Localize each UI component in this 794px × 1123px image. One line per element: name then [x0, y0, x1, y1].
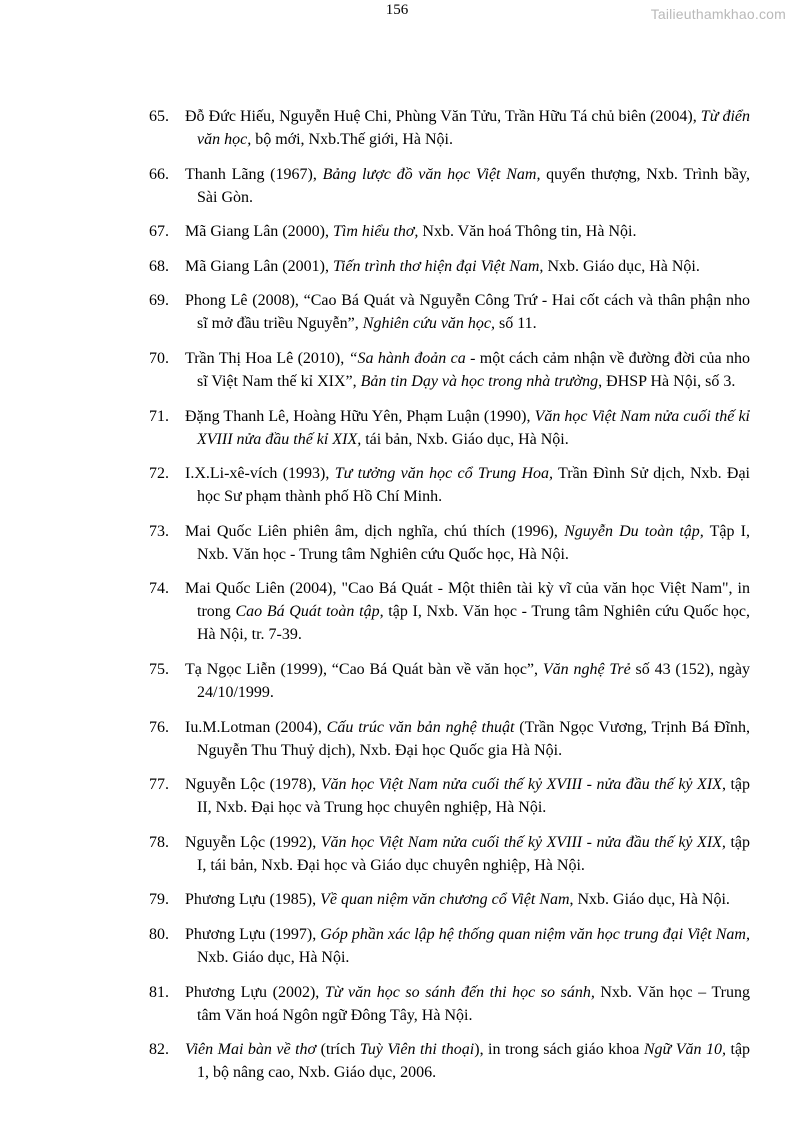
- reference-item: [149, 577, 750, 646]
- reference-item: [149, 405, 751, 451]
- reference-item: [149, 520, 750, 566]
- reference-text: - một cách cảm nhận về đường đời của nho sĩ Việt Nam thế kỉ XIX”,: [197, 349, 750, 390]
- reference-item: [149, 289, 750, 335]
- reference-number: 78.: [149, 833, 169, 851]
- reference-text: Tập I, Nxb. Văn học - Trung tâm Nghiên cứu Quốc học, Hà Nội.: [197, 522, 750, 563]
- reference-text: Đặng Thanh Lê, Hoàng Hữu Yên, Phạm Luận (1990),: [185, 407, 535, 425]
- reference-title-italic: Văn học Việt Nam nửa cuối thế kỷ XVIII - nửa đầu thế kỷ XIX,: [320, 833, 726, 851]
- reference-text: tập I, tái bản, Nxb. Đại học và Giáo dục chuyên nghiệp, Hà Nội.: [197, 833, 751, 874]
- reference-text: Nxb. Giáo dục, Hà Nội.: [197, 948, 350, 966]
- reference-item: [149, 831, 751, 877]
- reference-title-italic: Từ văn học so sánh đến thi học so sánh,: [324, 983, 595, 1001]
- reference-title-italic: Góp phần xác lập hệ thống quan niệm văn học trung đại Việt Nam,: [320, 925, 750, 943]
- reference-text: Nxb. Giáo dục, Hà Nội.: [543, 257, 700, 275]
- reference-text: quyển thượng, Nxb. Trình bầy, Sài Gòn.: [197, 165, 751, 206]
- reference-text: Mai Quốc Liên (2004), "Cao Bá Quát - Một thiên tài kỳ vĩ của văn học Việt Nam", in trong: [185, 580, 750, 621]
- reference-number: 68.: [149, 257, 169, 275]
- reference-text: tái bản, Nxb. Giáo dục, Hà Nội.: [361, 430, 569, 448]
- reference-item: [149, 1038, 751, 1084]
- reference-number: 65.: [149, 108, 169, 125]
- reference-item: [149, 888, 750, 911]
- reference-number: 69.: [149, 292, 169, 310]
- reference-text: I.X.Li-xê-vích (1993),: [185, 465, 335, 483]
- reference-text: số 11.: [495, 315, 537, 333]
- reference-title-italic: Tư tưởng văn học cổ Trung Hoa,: [334, 465, 553, 483]
- reference-item: [149, 773, 751, 819]
- reference-title-italic: Văn nghệ Trẻ: [542, 660, 631, 678]
- reference-number: 72.: [149, 465, 169, 483]
- reference-text: Phong Lê (2008), “Cao Bá Quát và Nguyễn Công Trứ - Hai cốt cách và thân phận nho sĩ mở đầu triều Nguyễn”,: [185, 292, 750, 333]
- reference-number: 67.: [149, 223, 169, 241]
- reference-number: 79.: [149, 891, 169, 909]
- reference-title-italic: Cấu trúc văn bản nghệ thuật: [326, 718, 515, 736]
- reference-title-italic: Nguyễn Du toàn tập,: [564, 522, 704, 540]
- reference-text: (trích: [316, 1041, 360, 1059]
- reference-number: 70.: [149, 349, 169, 367]
- reference-text: , tập II, Nxb. Đại học và Trung học chuyên nghiệp, Hà Nội.: [197, 776, 751, 817]
- reference-item: [149, 105, 751, 151]
- reference-title-italic: Tuỳ Viên thi thoại: [359, 1041, 475, 1059]
- reference-text: Mã Giang Lân (2001),: [185, 257, 333, 275]
- reference-title-italic: Văn học Việt Nam nửa cuối thế kỷ XVIII - nửa đầu thế kỷ XIX: [320, 776, 722, 794]
- page-number: 156: [385, 2, 409, 18]
- reference-item: [149, 255, 750, 278]
- reference-title-italic: Bảng lược đồ văn học Việt Nam,: [322, 165, 541, 183]
- reference-number: 76.: [149, 718, 169, 736]
- reference-text: Nxb. Văn học – Trung tâm Văn hoá Ngôn ngữ Đông Tây, Hà Nội.: [197, 983, 751, 1024]
- reference-text: Mã Giang Lân (2000),: [185, 223, 333, 241]
- reference-text: , Nxb. Giáo dục, Hà Nội.: [569, 891, 730, 909]
- reference-text: Đỗ Đức Hiếu, Nguyễn Huệ Chi, Phùng Văn Tửu, Trần Hữu Tá chủ biên (2004),: [185, 108, 701, 125]
- reference-text: (Trần Ngọc Vương, Trịnh Bá Đĩnh, Nguyễn Thu Thuỷ dịch), Nxb. Đại học Quốc gia Hà Nội.: [197, 718, 750, 759]
- reference-text: Phương Lựu (2002),: [185, 983, 325, 1001]
- reference-number: 77.: [149, 776, 169, 794]
- reference-number: 81.: [149, 983, 169, 1001]
- reference-item: [149, 981, 751, 1027]
- reference-title-italic: Ngữ Văn 10,: [643, 1041, 726, 1059]
- reference-item: [149, 347, 750, 393]
- reference-text: Nguyễn Lộc (1992),: [185, 833, 321, 851]
- reference-title-italic: Từ điển văn học,: [197, 108, 751, 148]
- reference-number: 80.: [149, 925, 169, 943]
- reference-title-italic: Cao Bá Quát toàn tập,: [235, 603, 384, 621]
- reference-text: tập I, Nxb. Văn học - Trung tâm Nghiên cứu Quốc học, Hà Nội, tr. 7-39.: [197, 603, 750, 644]
- reference-title-italic: “Sa hành đoản ca: [348, 349, 466, 367]
- reference-title-italic: Văn học Việt Nam nửa cuối thế kỉ XVIII nửa đầu thế kỉ XIX,: [197, 407, 751, 448]
- reference-item: [149, 923, 750, 969]
- reference-text: tập 1, bộ nâng cao, Nxb. Giáo dục, 2006.: [197, 1041, 751, 1082]
- reference-text: , ĐHSP Hà Nội, số 3.: [598, 372, 736, 390]
- reference-text: Trần Thị Hoa Lê (2010),: [185, 349, 349, 367]
- reference-text: bộ mới, Nxb.Thế giới, Hà Nội.: [251, 131, 453, 148]
- reference-text: Trần Đình Sử dịch, Nxb. Đại học Sư phạm thành phố Hồ Chí Minh.: [197, 465, 750, 506]
- reference-text: ), in trong sách giáo khoa: [474, 1041, 644, 1059]
- reference-item: [149, 220, 750, 243]
- reference-title-italic: Nghiên cứu văn học,: [362, 315, 496, 333]
- reference-number: 74.: [149, 580, 169, 598]
- watermark: Tailieuthamkhao.com: [650, 6, 786, 22]
- reference-text: Iu.M.Lotman (2004),: [185, 718, 327, 736]
- reference-text: Nxb. Văn hoá Thông tin, Hà Nội.: [418, 223, 637, 241]
- reference-text: Thanh Lãng (1967),: [185, 165, 323, 183]
- reference-number: 82.: [149, 1041, 169, 1059]
- reference-text: Phương Lựu (1997),: [185, 925, 321, 943]
- reference-number: 73.: [149, 522, 169, 540]
- reference-item: [149, 716, 750, 762]
- reference-list: [0, 105, 794, 1096]
- reference-text: Mai Quốc Liên phiên âm, dịch nghĩa, chú thích (1996),: [185, 522, 565, 540]
- reference-title-italic: Về quan niệm văn chương cổ Việt Nam: [320, 891, 570, 909]
- reference-number: 66.: [149, 165, 169, 183]
- reference-number: 71.: [149, 407, 169, 425]
- reference-number: 75.: [149, 660, 169, 678]
- reference-title-italic: Tìm hiểu thơ,: [332, 223, 419, 241]
- reference-text: Nguyễn Lộc (1978),: [185, 776, 321, 794]
- reference-item: [149, 658, 751, 704]
- reference-text: Phương Lựu (1985),: [185, 891, 321, 909]
- reference-item: [149, 163, 751, 209]
- reference-title-italic: Viên Mai bàn về thơ: [185, 1041, 317, 1059]
- reference-title-italic: Bản tin Dạy và học trong nhà trường: [360, 372, 599, 390]
- reference-text: số 43 (152), ngày 24/10/1999.: [197, 660, 751, 701]
- reference-text: Tạ Ngọc Liễn (1999), “Cao Bá Quát bàn về văn học”,: [185, 660, 543, 678]
- reference-item: [149, 462, 750, 508]
- reference-title-italic: Tiến trình thơ hiện đại Việt Nam,: [332, 257, 544, 275]
